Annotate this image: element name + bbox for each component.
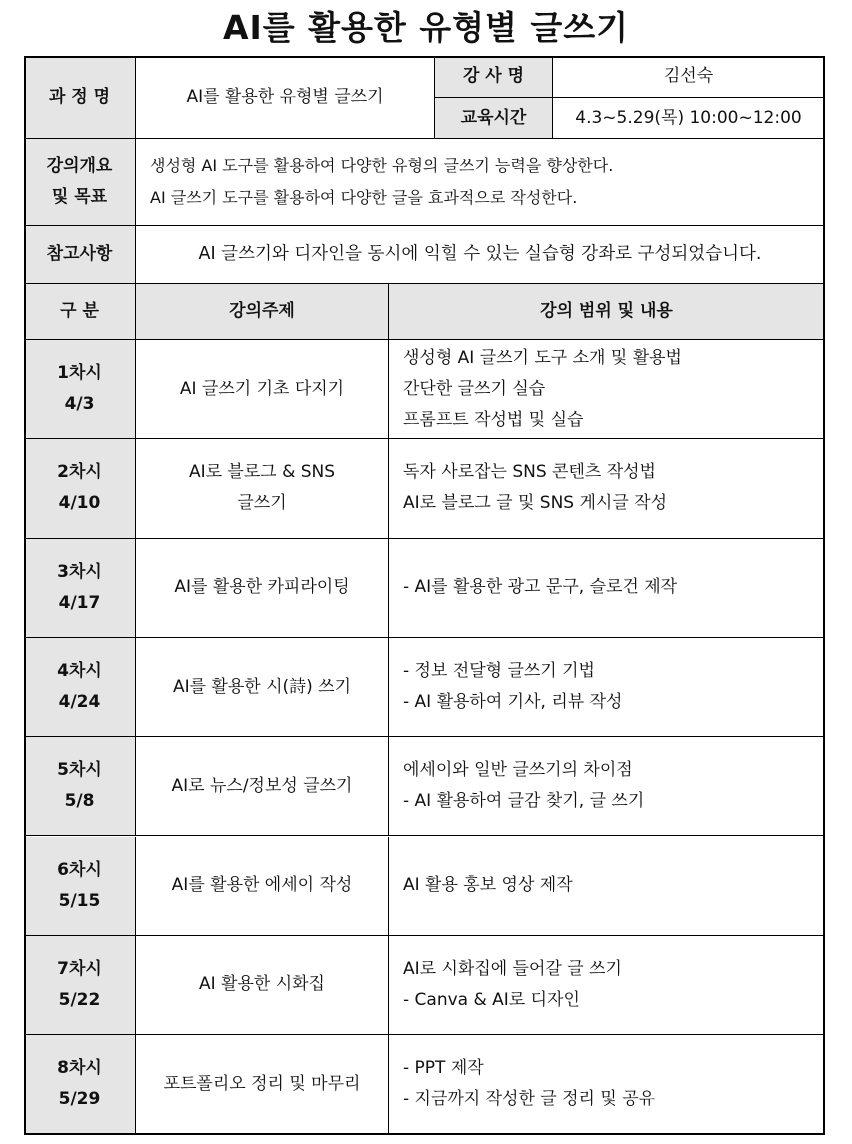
overview-line: 생성형 AI 도구를 활용하여 다양한 유형의 글쓰기 능력을 향상한다. — [150, 156, 614, 175]
overview-value — [136, 139, 825, 226]
session-date: 5/22 — [58, 989, 101, 1010]
session-content-line: - AI 활용하여 기사, 리뷰 작성 — [403, 692, 623, 713]
session-content-line: AI로 블로그 글 및 SNS 게시글 작성 — [403, 493, 668, 514]
session-content-line: AI 활용 홍보 영상 제작 — [403, 875, 573, 896]
course-value: AI를 활용한 유형별 글쓰기 — [136, 56, 435, 139]
session-content-line: 프롬프트 작성법 및 실습 — [403, 409, 584, 430]
session-number-cell — [24, 340, 136, 439]
session-content-cell — [389, 638, 825, 737]
session-date: 5/8 — [64, 791, 95, 812]
session-number: 5차시 — [57, 760, 102, 781]
overview-label — [24, 139, 136, 226]
overview-line: AI 글쓰기 도구를 활용하여 다양한 글을 효과적으로 작성한다. — [150, 188, 578, 207]
col-header-category: 구 분 — [24, 284, 136, 340]
session-number: 8차시 — [57, 1058, 102, 1079]
session-topic-cell — [136, 539, 389, 638]
session-topic-line: AI 활용한 시화집 — [199, 974, 325, 995]
session-topic-line: 포트폴리오 정리 및 마무리 — [163, 1073, 361, 1094]
session-topic-cell — [136, 1035, 389, 1134]
session-number-cell — [24, 439, 136, 538]
session-topic-line: AI 글쓰기 기초 다지기 — [179, 378, 345, 399]
course-label: 과 정 명 — [24, 56, 136, 139]
session-number: 1차시 — [57, 363, 102, 384]
session-content-line: - AI를 활용한 광고 문구, 슬로건 제작 — [403, 577, 678, 598]
session-content-cell — [389, 737, 825, 836]
session-content-line: - 정보 전달형 글쓰기 기법 — [403, 661, 595, 682]
session-content-line: - Canva & AI로 디자인 — [403, 989, 580, 1010]
session-content-line: - AI 활용하여 글감 찾기, 글 쓰기 — [403, 791, 645, 812]
note-label: 참고사항 — [24, 226, 136, 284]
session-topic-line: AI로 블로그 & SNS — [188, 462, 336, 483]
session-topic-cell — [136, 837, 389, 936]
session-content-line: 독자 사로잡는 SNS 콘텐츠 작성법 — [403, 462, 656, 483]
session-number-cell — [24, 737, 136, 836]
session-content-line: - 지금까지 작성한 글 정리 및 공유 — [403, 1089, 656, 1110]
overview-label-line: 강의개요 — [46, 156, 113, 176]
session-number-cell — [24, 936, 136, 1035]
session-date: 5/15 — [58, 890, 101, 911]
session-content-cell — [389, 539, 825, 638]
session-content-cell — [389, 936, 825, 1035]
session-number: 3차시 — [57, 561, 102, 582]
session-content-cell — [389, 439, 825, 538]
session-number-cell — [24, 837, 136, 936]
session-number-cell — [24, 638, 136, 737]
session-topic-cell — [136, 638, 389, 737]
session-content-line: 간단한 글쓰기 실습 — [403, 378, 546, 399]
session-topic-cell — [136, 936, 389, 1035]
session-content-cell — [389, 340, 825, 439]
instructor-value: 김선숙 — [553, 56, 825, 98]
time-label: 교육시간 — [435, 98, 553, 139]
session-date: 4/3 — [64, 394, 95, 415]
session-date: 5/29 — [58, 1089, 101, 1110]
session-content-line: - PPT 제작 — [403, 1058, 484, 1079]
note-value: AI 글쓰기와 디자인을 동시에 익힐 수 있는 실습형 강좌로 구성되었습니다. — [136, 226, 825, 284]
session-topic-line: AI를 활용한 시(詩) 쓰기 — [172, 676, 352, 697]
session-date: 4/10 — [58, 493, 101, 514]
session-topic-cell — [136, 439, 389, 538]
session-topic-cell — [136, 340, 389, 439]
session-topic-cell — [136, 737, 389, 836]
instructor-label: 강 사 명 — [435, 56, 553, 98]
session-topic-line: AI를 활용한 카피라이팅 — [174, 577, 350, 598]
session-date: 4/24 — [58, 692, 101, 713]
overview-label-line: 및 목표 — [51, 187, 108, 207]
col-header-content: 강의 범위 및 내용 — [389, 284, 825, 340]
session-content-cell — [389, 1035, 825, 1134]
session-number: 6차시 — [57, 859, 102, 880]
session-topic-line: 글쓰기 — [237, 493, 287, 514]
session-date: 4/17 — [58, 592, 101, 613]
session-number-cell — [24, 1035, 136, 1134]
session-content-line: AI로 시화집에 들어갈 글 쓰기 — [403, 958, 622, 979]
session-number: 7차시 — [57, 958, 102, 979]
session-topic-line: AI로 뉴스/정보성 글쓰기 — [171, 775, 353, 796]
session-number: 4차시 — [57, 661, 102, 682]
session-content-line: 에세이와 일반 글쓰기의 차이점 — [403, 760, 633, 781]
document-title: AI를 활용한 유형별 글쓰기 — [222, 8, 630, 47]
col-header-topic: 강의주제 — [136, 284, 389, 340]
session-content-line: 생성형 AI 글쓰기 도구 소개 및 활용법 — [403, 347, 682, 368]
session-number-cell — [24, 539, 136, 638]
time-value: 4.3~5.29(목) 10:00~12:00 — [553, 98, 825, 139]
session-topic-line: AI를 활용한 에세이 작성 — [171, 875, 353, 896]
session-content-cell — [389, 837, 825, 936]
session-number: 2차시 — [57, 462, 102, 483]
